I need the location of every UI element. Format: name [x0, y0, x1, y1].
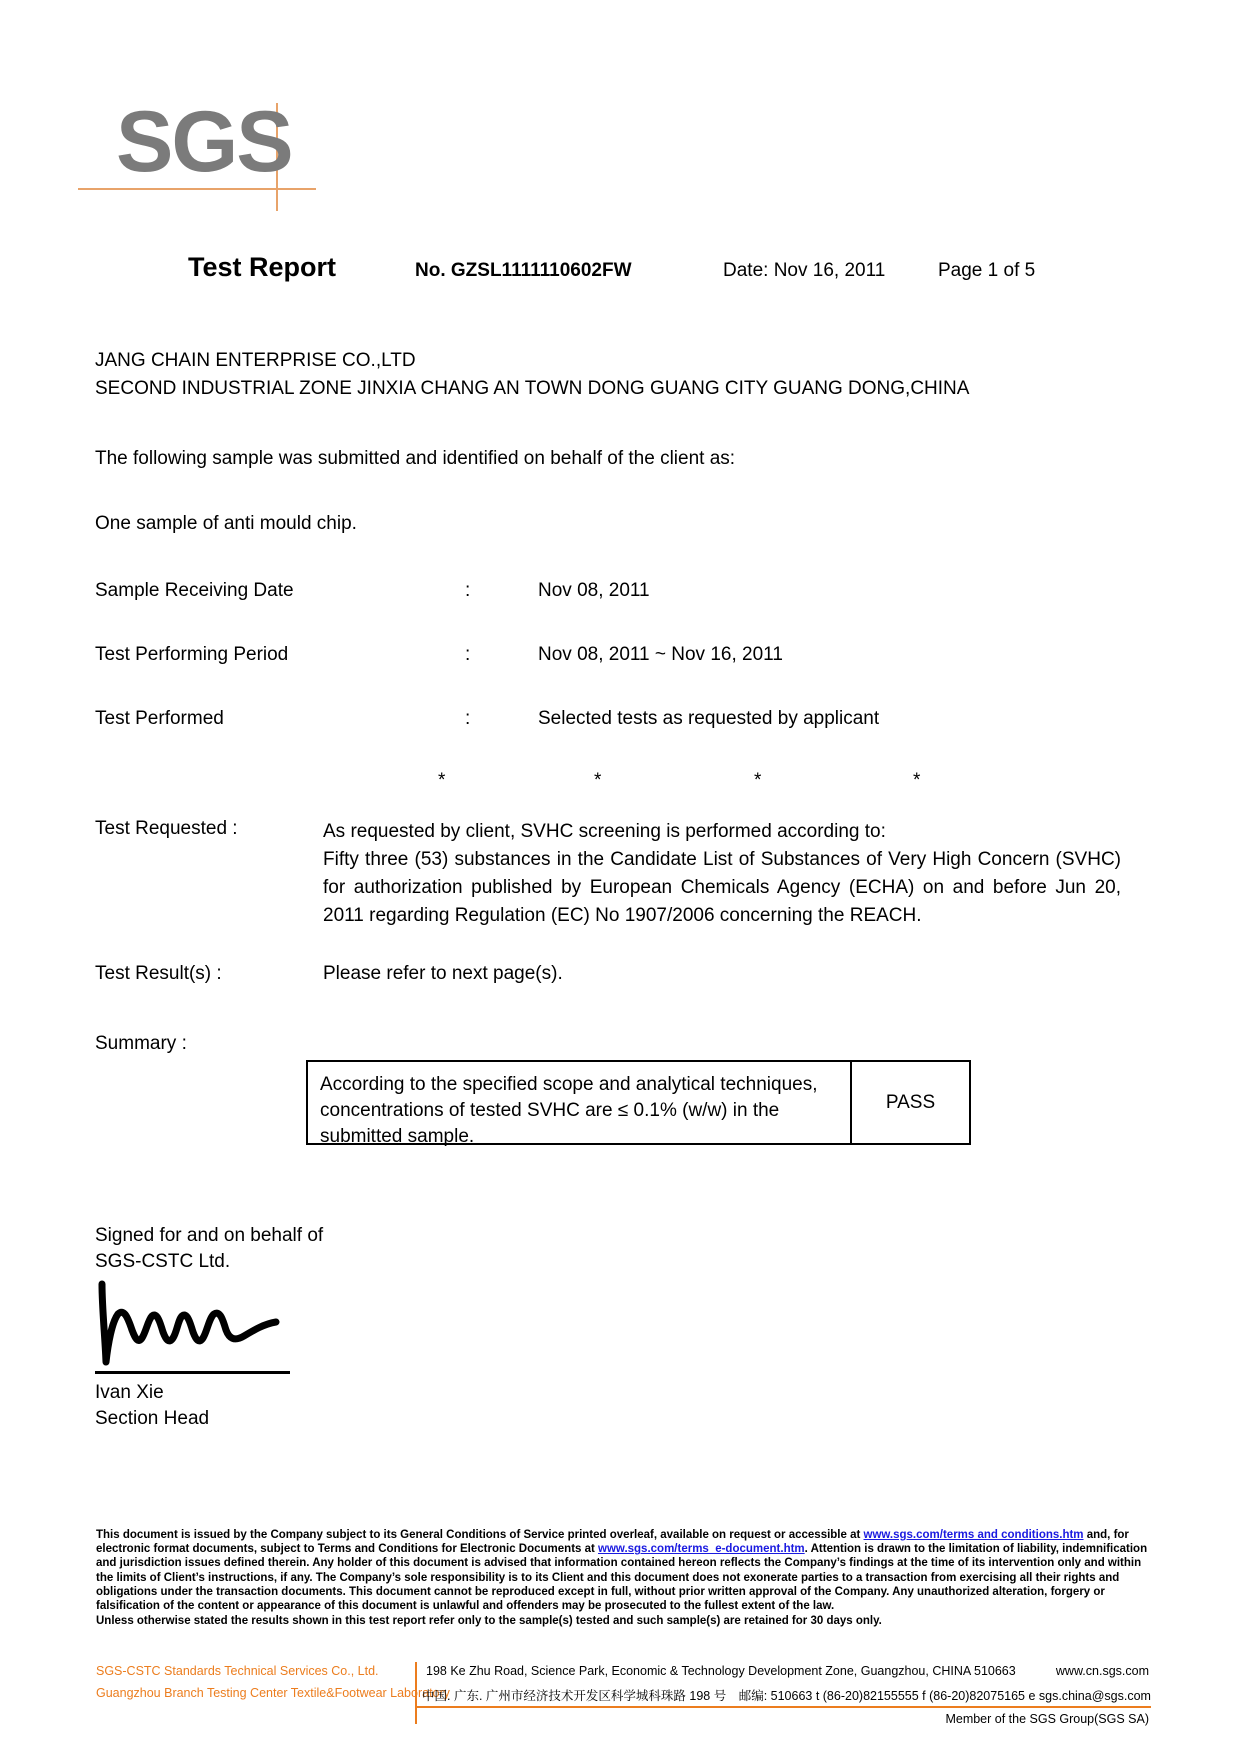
logo-wordmark: SGS: [116, 94, 292, 190]
separator-star: *: [594, 770, 602, 791]
test-requested-line-2: Fifty three (53) substances in the Candidate List of Substances of Very High Concern (SVHC) for authorization published by European Chemicals Agency (ECHA) on and before Jun 20, 2011 regarding Regulation (EC) No 1907/2006 concerning the REACH.: [323, 849, 1121, 926]
signatory-role: Section Head: [95, 1408, 210, 1429]
test-result-label: Test Result(s) :: [95, 963, 222, 984]
test-result-value: Please refer to next page(s).: [323, 963, 563, 984]
page-footer: [96, 1662, 1151, 1752]
summary-label: Summary :: [95, 1033, 187, 1054]
summary-table: [306, 1060, 971, 1145]
intro-text: The following sample was submitted and identified on behalf of the client as:: [95, 448, 736, 469]
signature-rule: [95, 1371, 290, 1374]
report-date: Date: Nov 16, 2011: [723, 260, 886, 281]
terms-e-document-link[interactable]: www.sgs.com/terms_e-document.htm: [598, 1543, 805, 1556]
test-performing-period-colon: :: [465, 644, 471, 665]
test-requested-line-1: As requested by client, SVHC screening is performed according to:: [323, 821, 886, 842]
report-header: [78, 252, 1088, 292]
footer-website: www.cn.sgs.com: [1055, 1664, 1149, 1678]
sgs-logo: [78, 94, 338, 218]
page-indicator: Page 1 of 5: [938, 260, 1036, 281]
test-performed-colon: :: [465, 708, 471, 729]
test-performing-period-label: Test Performing Period: [95, 644, 289, 665]
disclaimer-retention-note: Unless otherwise stated the results shown in this test report refer only to the sample(s) tested and such sample(s) are retained for 30 days only.: [96, 1615, 882, 1628]
client-address: SECOND INDUSTRIAL ZONE JINXIA CHANG AN TOWN DONG GUANG CITY GUANG DONG,CHINA: [95, 378, 970, 399]
test-performed-label: Test Performed: [95, 708, 224, 729]
test-requested-body: [323, 818, 1121, 930]
disclaimer-part-3: . Attention is drawn to the limitation of liability, indemnification and jurisdiction issues defined therein. Any holder of this document is advised that information contained hereon reflects the Company’s findings at the time of its intervention only and within the limits of Client’s instructions, if any. The Company’s sole responsibility is to its Client and this document does not exonerate parties to a transaction from exercising all their rights and obligations under the transaction documents. This document cannot be reproduced except in full, without prior written approval of the Company. Any unauthorized alteration, forgery or falsification of the content or appearance of this document is unlawful and offenders may be prosecuted to the fullest extent of the law.: [96, 1543, 1148, 1613]
disclaimer-part-2: and, for electronic format documents, subject to Terms and Conditions for Electronic Documents at: [96, 1529, 1129, 1556]
separator-star: *: [438, 770, 446, 791]
footer-address-english: 198 Ke Zhu Road, Science Park, Economic & Technology Development Zone, Guangzhou, CHINA 510663: [426, 1664, 1016, 1678]
summary-statement-cell: According to the specified scope and analytical techniques, concentrations of tested SVHC are ≤ 0.1% (w/w) in the submitted sample.: [308, 1062, 852, 1143]
separator-star: *: [913, 770, 921, 791]
sample-receiving-date-colon: :: [465, 580, 471, 601]
test-performing-period-value: Nov 08, 2011 ~ Nov 16, 2011: [538, 644, 783, 665]
signed-for-line-1: Signed for and on behalf of: [95, 1225, 324, 1246]
sample-receiving-date-label: Sample Receiving Date: [95, 580, 294, 601]
legal-disclaimer: [96, 1528, 1151, 1628]
report-number: No. GZSL1111110602FW: [415, 260, 632, 281]
footer-member-note: Member of the SGS Group(SGS SA): [945, 1712, 1149, 1726]
test-performed-value: Selected tests as requested by applicant: [538, 708, 880, 729]
test-requested-label: Test Requested :: [95, 818, 238, 839]
terms-and-conditions-link[interactable]: www.sgs.com/terms and conditions.htm: [863, 1529, 1084, 1541]
page-title: Test Report: [188, 252, 337, 282]
client-name: JANG CHAIN ENTERPRISE CO.,LTD: [95, 350, 416, 371]
summary-verdict-cell: PASS: [885, 1091, 936, 1113]
footer-company-line-2: Guangzhou Branch Testing Center Textile&Footwear Laboratory: [96, 1686, 450, 1700]
handwritten-signature-icon: [92, 1278, 302, 1370]
section-separator-stars: [95, 770, 995, 794]
sample-receiving-date-value: Nov 08, 2011: [538, 580, 650, 601]
signatory-name: Ivan Xie: [95, 1382, 164, 1403]
footer-address-chinese: 中国. 广东. 广州市经济技术开发区科学城科珠路 198 号 邮编: 510663 t (86-20)82155555 f (86-20)82075165 e sgs.china@sgs.com: [422, 1689, 1151, 1703]
disclaimer-part-1: This document is issued by the Company subject to its General Conditions of Service printed overleaf, available on request or accessible at: [96, 1529, 864, 1541]
signed-for-line-2: SGS-CSTC Ltd.: [95, 1251, 231, 1272]
separator-star: *: [754, 770, 762, 791]
footer-horizontal-divider: [415, 1706, 1151, 1708]
footer-company-line-1: SGS-CSTC Standards Technical Services Co., Ltd.: [96, 1664, 379, 1678]
sample-description: One sample of anti mould chip.: [95, 513, 357, 534]
